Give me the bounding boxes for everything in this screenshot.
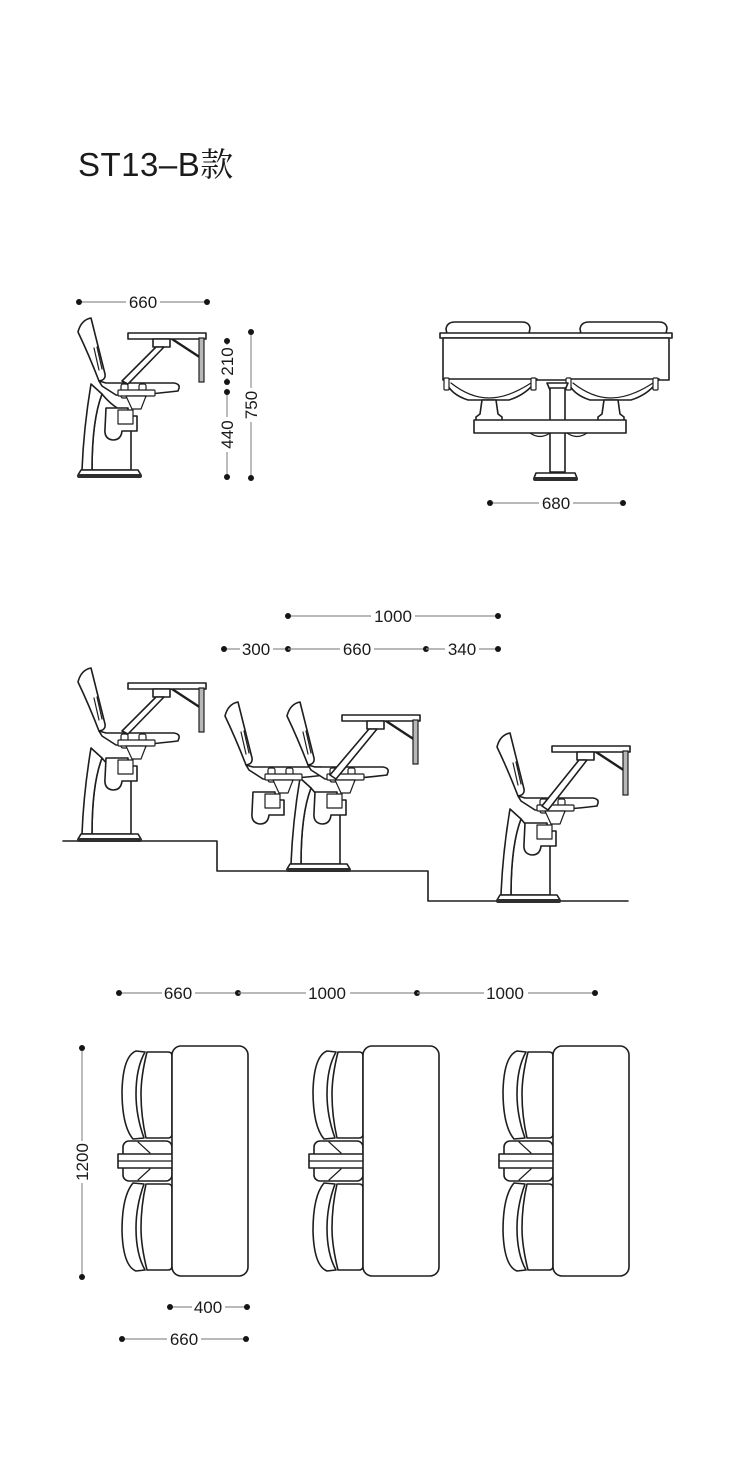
chair-side-drawing	[77, 318, 206, 478]
dim-label-base-width: 680	[541, 494, 571, 513]
dim-label-depth: 1200	[73, 1143, 92, 1181]
figure-side-view	[60, 290, 270, 550]
dim-unit-width-660	[288, 640, 429, 659]
dim-label-unit-width: 660	[342, 640, 372, 659]
dim-plan-660	[116, 984, 241, 1003]
page-title: ST13–B款	[78, 146, 234, 183]
dim-depth-1200	[73, 1045, 92, 1280]
dim-label-plan-unit-width: 660	[163, 984, 193, 1003]
dim-desk-210	[218, 338, 237, 385]
dim-desk-400	[167, 1298, 250, 1317]
dim-front-gap-300	[221, 640, 291, 659]
figure-tiered-view	[60, 600, 720, 935]
plan-unit-2	[309, 1046, 439, 1276]
plan-unit-3	[499, 1046, 629, 1276]
tier-chair-row1	[77, 668, 206, 842]
dim-plan-pitch2-1000	[417, 984, 598, 1003]
dim-base-680	[487, 494, 626, 513]
dim-seat-440	[218, 389, 237, 480]
dim-label-width: 660	[128, 293, 158, 312]
dim-label-pitch-1: 1000	[308, 984, 346, 1003]
dim-plan-pitch1-1000	[238, 984, 420, 1003]
dim-back-gap-340	[426, 640, 501, 659]
dim-label-seat-height: 440	[218, 420, 237, 449]
dim-label-front-gap: 300	[241, 640, 271, 659]
figure-plan-view	[65, 980, 650, 1350]
dim-label-desk-depth: 400	[193, 1298, 223, 1317]
dim-label-back-gap: 340	[447, 640, 477, 659]
dim-width-660	[76, 293, 210, 312]
plan-unit-1	[118, 1046, 248, 1276]
chair-front-drawing	[440, 322, 672, 481]
dim-bottom-660	[119, 1330, 249, 1349]
dim-label-total-height: 750	[242, 390, 261, 420]
tier-chair-row3	[496, 733, 630, 903]
dim-label-desk-height: 210	[218, 347, 237, 376]
tier-chair-row2-pair	[225, 702, 420, 872]
dim-label-pitch-2: 1000	[486, 984, 524, 1003]
dim-label-unit-width-bottom: 660	[169, 1330, 199, 1349]
dim-label-row-pitch: 1000	[374, 607, 412, 626]
dim-row-pitch-1000	[285, 607, 501, 626]
dim-total-750	[242, 329, 261, 481]
figure-front-view	[437, 315, 687, 515]
